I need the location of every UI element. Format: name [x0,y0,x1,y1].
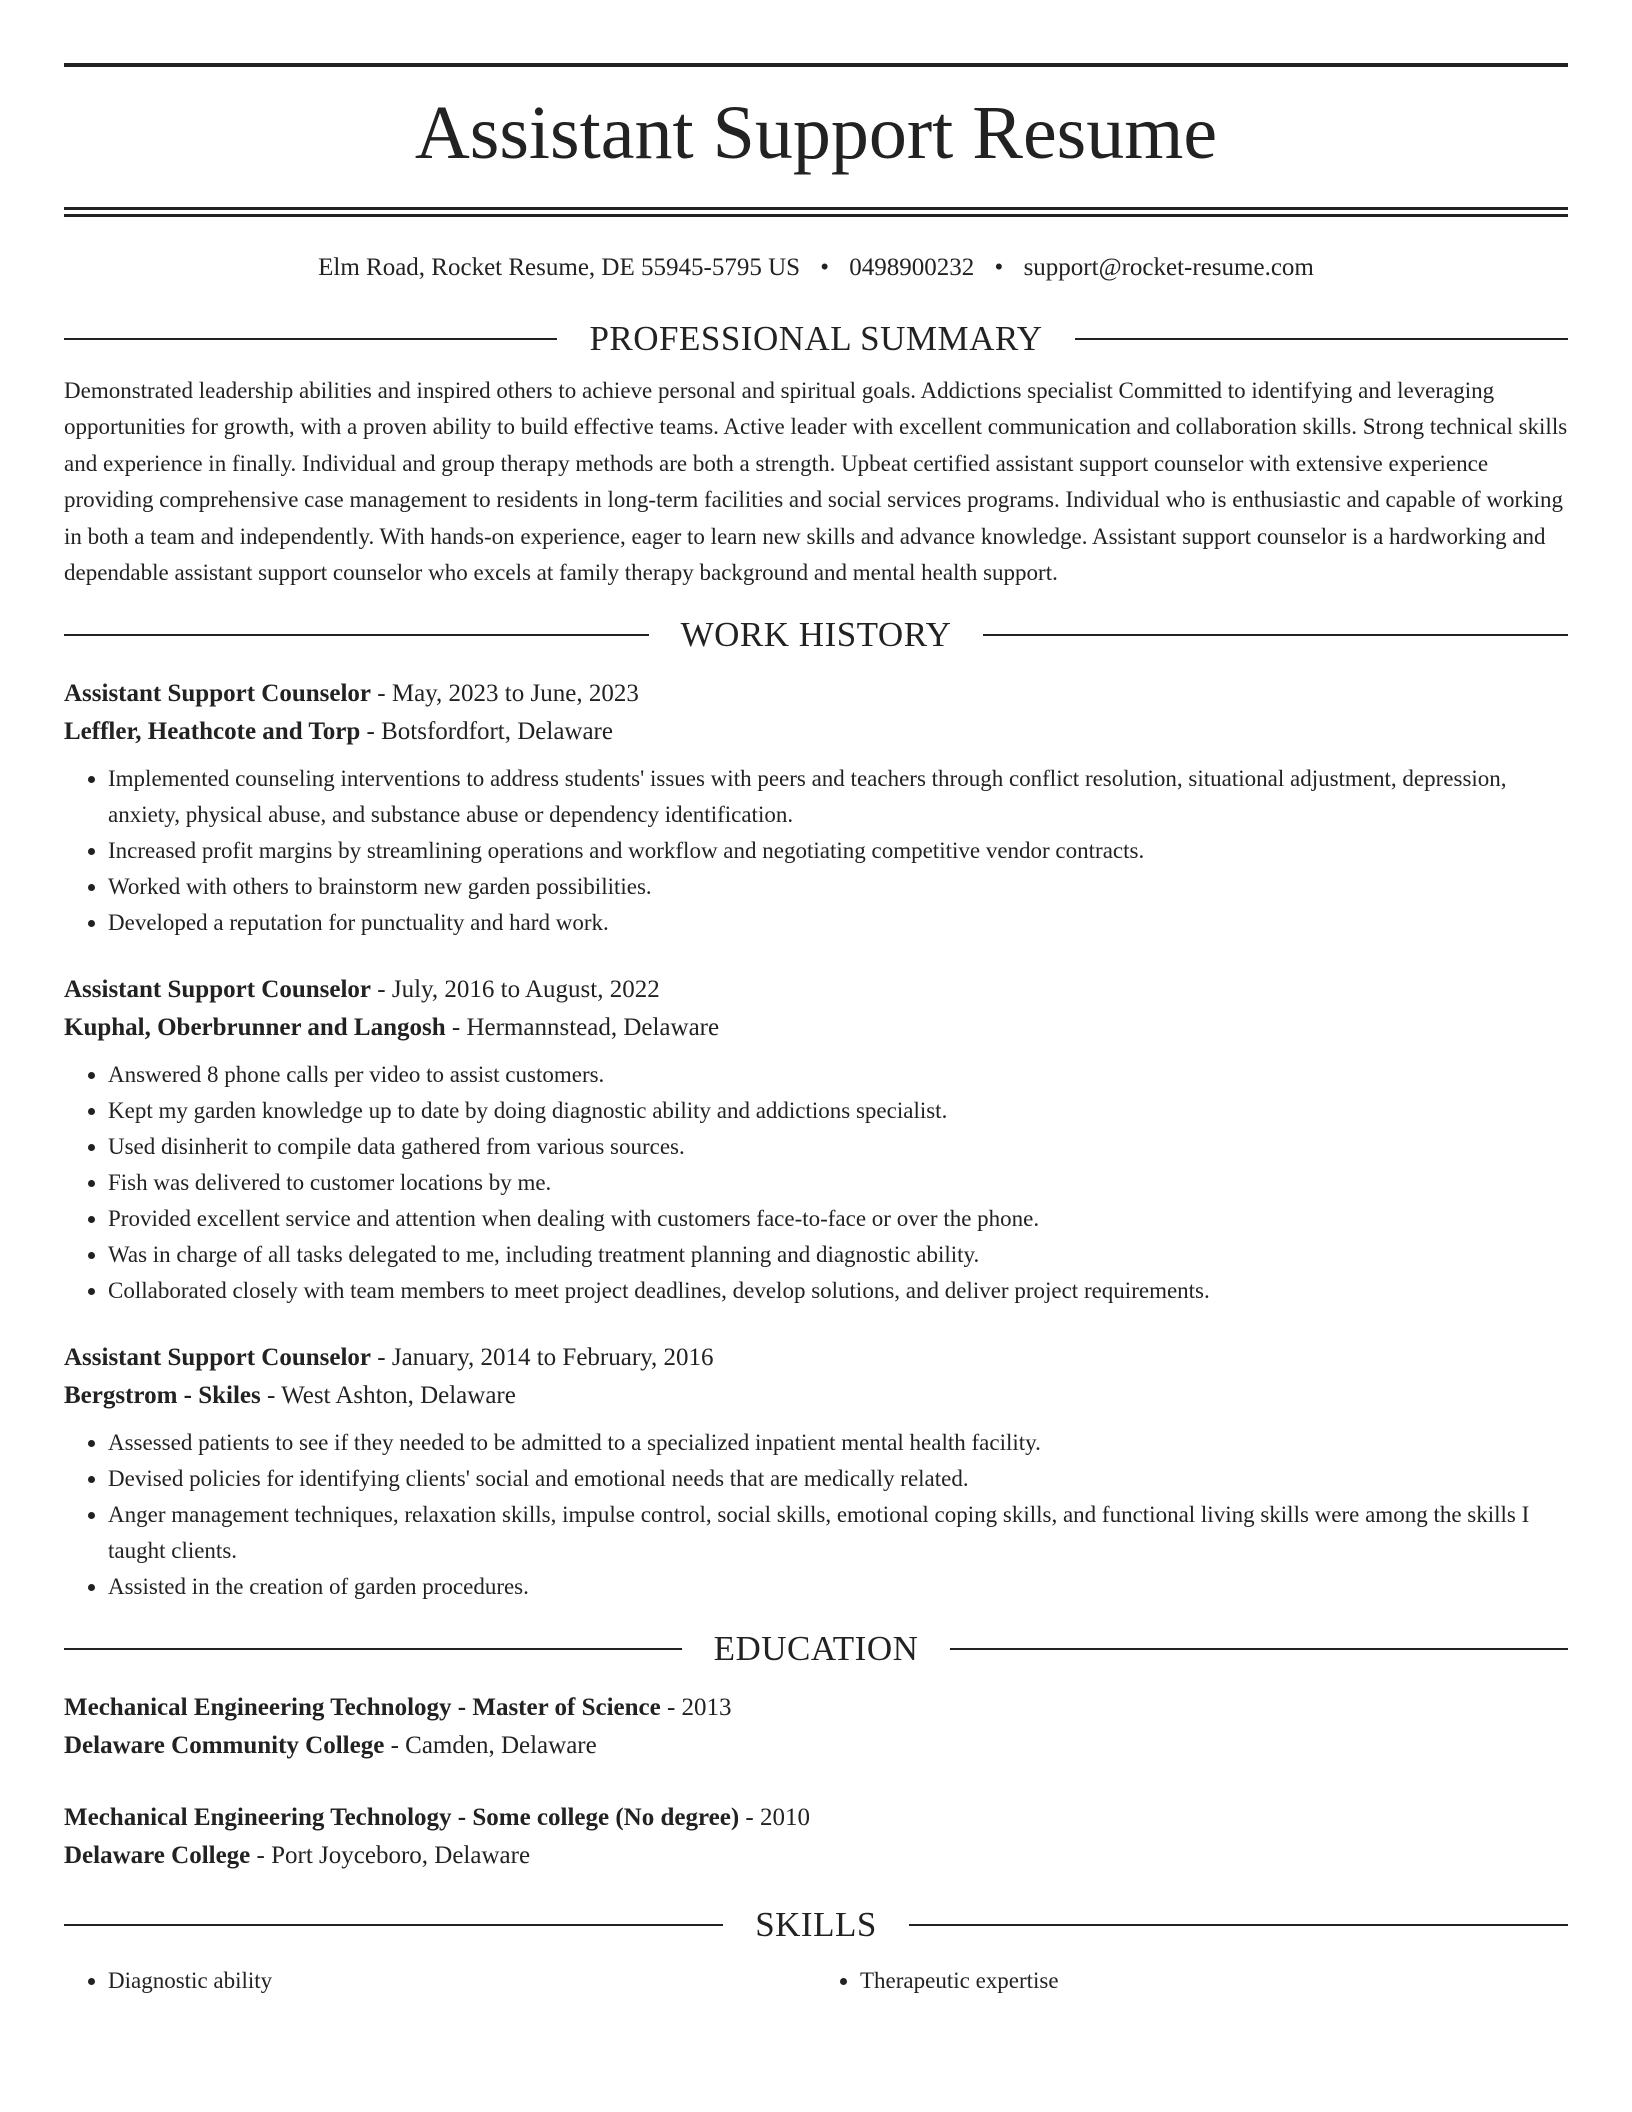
title-double-rule [64,207,1568,217]
section-rule [909,1924,1568,1926]
section-rule [64,1648,682,1650]
school-line [64,1837,1568,1875]
list-item: • Was in charge of all tasks delegated to me, including treatment planning and diagnostic ability. [108,1237,1568,1273]
list-item: • Anger management techniques, relaxation skills, impulse control, social skills, emotional coping skills, and functional living skills were among the skills I taught clients. [108,1497,1568,1569]
job-location: - West Ashton, Delaware [260,1382,516,1410]
job-bullets [64,761,1568,941]
list-item: • Worked with others to brainstorm new garden possibilities. [108,869,1568,905]
list-item: • Devised policies for identifying clients' social and emotional needs that are medically related. [108,1461,1568,1497]
job-location: - Botsfordfort, Delaware [360,718,613,746]
job-dates: - January, 2014 to February, 2016 [371,1344,714,1372]
school-line [64,1727,1568,1765]
degree: Mechanical Engineering Technology - Master of Science [64,1694,661,1722]
school: Delaware College [64,1842,251,1870]
job-entry [64,675,1568,941]
job-company: Kuphal, Oberbrunner and Langosh [64,1014,446,1042]
section-title: PROFESSIONAL SUMMARY [589,319,1043,358]
job-entry [64,1339,1568,1605]
job-title: Assistant Support Counselor [64,680,372,708]
list-item: • Assessed patients to see if they needed to be admitted to a specialized inpatient mental health facility. [108,1425,1568,1461]
contact-phone: 0498900232 [849,254,975,281]
section-rule [64,338,557,340]
list-item: • Provided excellent service and attention when dealing with customers face-to-face or over the phone. [108,1201,1568,1237]
school-location: - Camden, Delaware [384,1732,597,1760]
skills-column-left [64,1963,816,1999]
job-title-line [64,971,1568,1009]
section-rule [983,634,1568,636]
section-header-skills [64,1903,1568,1947]
job-title: Assistant Support Counselor [64,976,372,1004]
job-dates: - May, 2023 to June, 2023 [371,680,639,708]
list-item: • Collaborated closely with team members to meet project deadlines, develop solutions, and deliver project requirements. [108,1273,1568,1309]
page-title: Assistant Support Resume [414,91,1218,175]
section-rule [950,1648,1568,1650]
school-location: - Port Joyceboro, Delaware [250,1842,531,1870]
summary-text: Demonstrated leadership abilities and inspired others to achieve personal and spiritual goals. Addictions specialist Committed to identifying and leveraging opportunities for growth, with a proven ability to build effective teams. Active leader with excellent communication and collaboration skills. Strong technical skills and experience in finally. Individual and group therapy methods are both a strength. Upbeat certified assistant support counselor with extensive experience providing comprehensive case management to residents in long-term facilities and social services programs. Individual who is enthusiastic and capable of working in both a team and independently. With hands-on experience, eager to learn new skills and advance knowledge. Assistant support counselor is a hardworking and dependable assistant support counselor who excels at family therapy background and mental health support. [64,378,1568,586]
section-title: EDUCATION [713,1629,919,1669]
job-bullets [64,1425,1568,1605]
job-location: - Hermannstead, Delaware [445,1014,720,1042]
list-item: • Assisted in the creation of garden procedures. [108,1569,1568,1605]
education-entry [64,1689,1568,1765]
contact-line [64,253,1568,283]
degree: Mechanical Engineering Technology - Some college (No degree) [64,1804,740,1832]
degree-line [64,1689,1568,1727]
list-item: • Used disinherit to compile data gathered from various sources. [108,1129,1568,1165]
section-title: WORK HISTORY [680,615,952,655]
job-company-line [64,1009,1568,1047]
school: Delaware Community College [64,1732,385,1760]
section-rule [1075,338,1568,340]
section-header-summary [64,317,1568,361]
list-item: • Diagnostic ability [108,1963,816,1999]
degree-year: - 2013 [660,1694,732,1722]
section-header-education [64,1627,1568,1671]
top-rule [64,63,1568,67]
contact-separator: • [994,254,1004,281]
resume-page [64,0,1568,1999]
job-title-line [64,1339,1568,1377]
section-title: SKILLS [755,1905,877,1945]
list-item: • Increased profit margins by streamlining operations and workflow and negotiating competitive vendor contracts. [108,833,1568,869]
section-header-work [64,613,1568,657]
job-company-line [64,1377,1568,1415]
job-title-line [64,675,1568,713]
skills-list [64,1963,1568,1999]
list-item: • Fish was delivered to customer locations by me. [108,1165,1568,1201]
contact-email: support@rocket-resume.com [1023,254,1314,281]
list-item: • Answered 8 phone calls per video to assist customers. [108,1057,1568,1093]
list-item: • Implemented counseling interventions to address students' issues with peers and teachers through conflict resolution, situational adjustment, depression, anxiety, physical abuse, and substance abuse or dependency identification. [108,761,1568,833]
section-rule [64,634,649,636]
list-item: • Developed a reputation for punctuality and hard work. [108,905,1568,941]
contact-address: Elm Road, Rocket Resume, DE 55945-5795 US [318,254,801,281]
job-title: Assistant Support Counselor [64,1344,372,1372]
section-rule [64,1924,723,1926]
contact-separator: • [820,254,830,281]
list-item: • Kept my garden knowledge up to date by doing diagnostic ability and addictions specialist. [108,1093,1568,1129]
job-entry [64,971,1568,1309]
job-company: Bergstrom - Skiles [64,1382,261,1410]
skills-column-right [816,1963,1568,1999]
job-bullets [64,1057,1568,1309]
job-company-line [64,713,1568,751]
degree-line [64,1799,1568,1837]
degree-year: - 2010 [739,1804,810,1832]
job-company: Leffler, Heathcote and Torp [64,718,361,746]
education-entry [64,1799,1568,1875]
job-dates: - July, 2016 to August, 2022 [371,976,660,1004]
list-item: • Therapeutic expertise [860,1963,1568,1999]
